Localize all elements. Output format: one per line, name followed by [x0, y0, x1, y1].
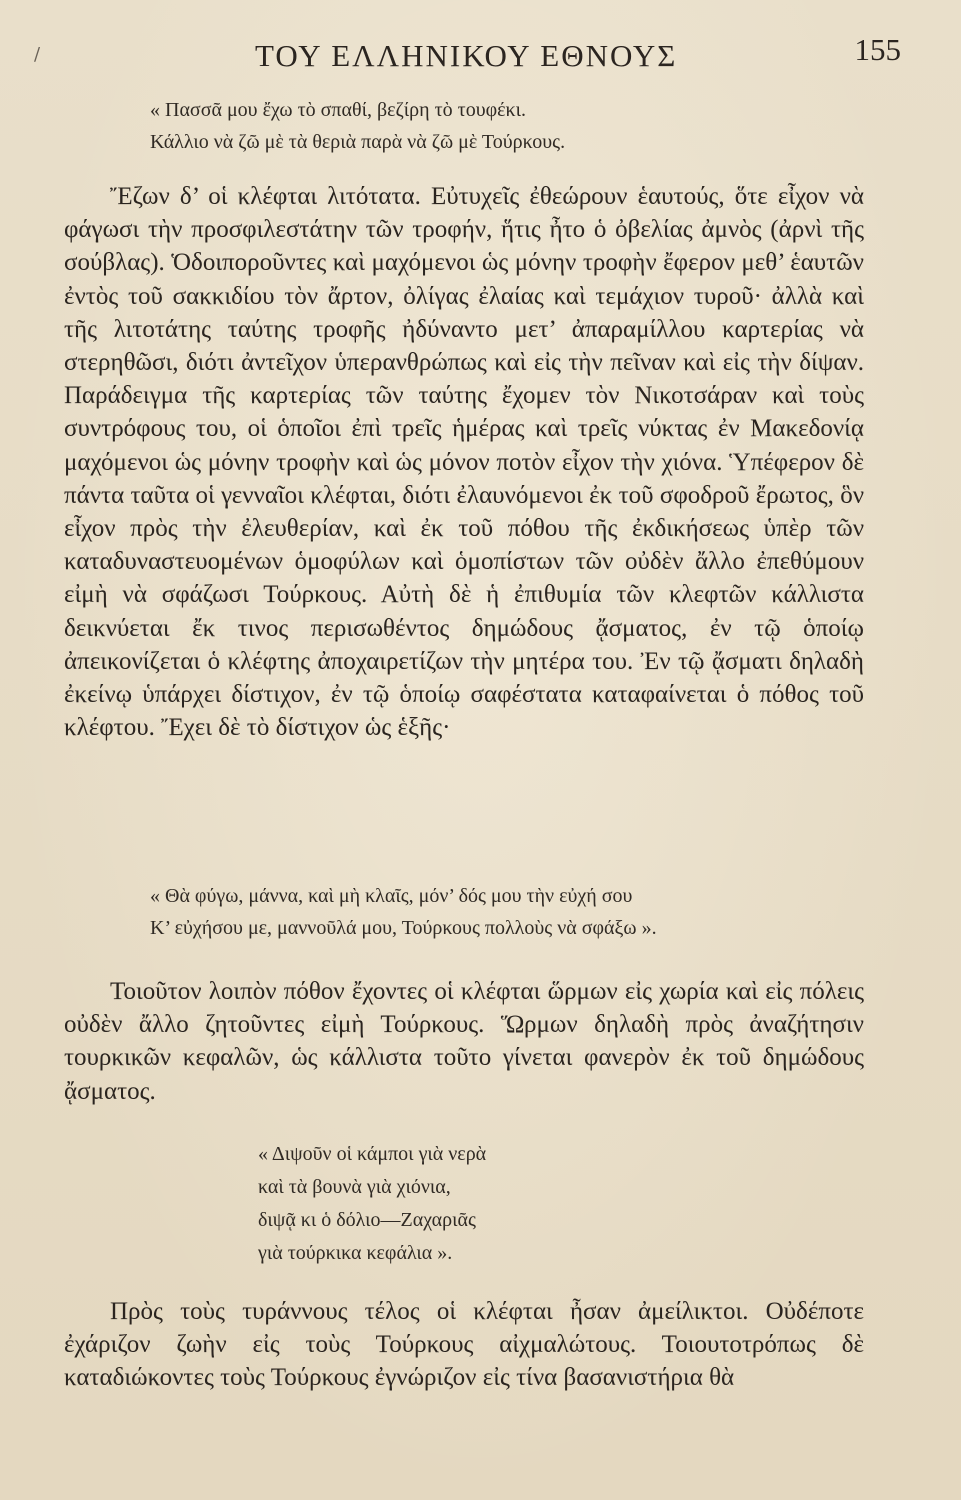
body-paragraph-2: Τοιοῦτον λοιπὸν πόθον ἔχοντες οἱ κλέφται ὥρμων εἰς χωρία καὶ εἰς πόλεις οὐδὲν ἄλλο ζητοῦντες εἰμὴ Τούρκους. Ὥρμων δηλαδὴ πρὸς ἀναζήτησιν τουρκικῶν κεφαλῶν, ὡς κάλλιστα τοῦτο γίνεται φανερὸν ἐκ τοῦ δημώδους ᾄσματος.: [64, 978, 864, 1105]
verse-line: γιὰ τούρκικα κεφάλια ».: [258, 1242, 453, 1264]
running-title: ΤΟΥ ΕΛΛΗΝΙΚΟΥ ΕΘΝΟΥΣ: [255, 38, 678, 73]
verse-quote-3: [258, 1138, 486, 1270]
verse-line: Κ’ εὐχήσου με, μαννοῦλά μου, Τούρκους πολλοὺς νὰ σφάξω ».: [150, 917, 657, 939]
verse-line: « Πασσᾶ μου ἔχω τὸ σπαθί, βεζίρη τὸ τουφέκι.: [150, 99, 526, 121]
verse-line: διψᾷ κι ὁ δόλιο—Ζαχαριᾶς: [258, 1209, 476, 1231]
page-number: 155: [854, 32, 901, 67]
verse-line: « Θὰ φύγω, μάννα, καὶ μὴ κλαῖς, μόν’ δός μου τὴν εὐχή σου: [150, 885, 633, 907]
verse-quote-1: [150, 94, 565, 158]
verse-line: καὶ τὰ βουνὰ γιὰ χιόνια,: [258, 1176, 451, 1198]
corner-mark: /: [34, 44, 41, 65]
verse-line: Κάλλιο νὰ ζῶ μὲ τὰ θεριὰ παρὰ νὰ ζῶ μὲ Τούρκους.: [150, 131, 566, 153]
verse-line: « Διψοῦν οἱ κάμποι γιὰ νερὰ: [258, 1143, 487, 1165]
running-head: [80, 28, 901, 78]
verse-quote-2: [150, 880, 657, 944]
body-paragraph-3: Πρὸς τοὺς τυράννους τέλος οἱ κλέφται ἦσαν ἀμείλικτοι. Οὐδέποτε ἐχάριζον ζωὴν εἰς τοὺς Τούρκους αἰχμαλώτους. Τοιουτοτρόπως δὲ καταδιώκοντες τοὺς Τούρκους ἐγνώριζον εἰς τίνα βασανιστήρια θὰ: [64, 1298, 864, 1392]
body-paragraph-1: Ἔζων δ’ οἱ κλέφται λιτότατα. Εὐτυχεῖς ἐθεώρουν ἑαυτούς, ὅτε εἶχον νὰ φάγωσι τὴν προσφιλεστάτην τῶν τροφήν, ἥτις ἦτο ὁ ὀβελίας ἀμνὸς (ἀρνὶ τῆς σούβλας). Ὁδοιποροῦντες καὶ μαχόμενοι ὡς μόνην τροφὴν ἔφερον μεθ’ ἑαυτῶν ἐντὸς τοῦ σακκιδίου τὸν ἄρτον, ὀλίγας ἐλαίας καὶ τεμάχιον τυροῦ· ἀλλὰ καὶ τῆς λιτοτάτης ταύτης τροφῆς ἠδύναντο μετ’ ἀπαραμίλλου καρτερίας νὰ στερηθῶσι, διότι ἀντεῖχον ὑπερανθρώπως καὶ εἰς τὴν πεῖναν καὶ εἰς τὴν δίψαν. Παράδειγμα τῆς καρτερίας τῶν ταύτης ἔχομεν τὸν Νικοτσάραν καὶ τοὺς συντρόφους του, οἱ ὁποῖοι ἐπὶ τρεῖς ἡμέρας καὶ τρεῖς νύκτας ἐν Μακεδονίᾳ μαχόμενοι ὡς μόνην τροφὴν καὶ ὡς μόνον ποτὸν εἶχον τὴν χιόνα. Ὑπέφερον δὲ πάντα ταῦτα οἱ γενναῖοι κλέφται, διότι ἐλαυνόμενοι ἐκ τοῦ σφοδροῦ ἔρωτος, ὃν εἶχον πρὸς τὴν ἐλευθερίαν, καὶ ἐκ τοῦ πόθου τῆς ἐκδικήσεως ὑπὲρ τῶν καταδυναστευομένων ὁμοφύλων καὶ ὁμοπίστων τῶν οὐδὲν ἄλλο ἐπεθύμουν εἰμὴ νὰ σφάζωσι Τούρκους. Αὐτὴ δὲ ἡ ἐπιθυμία τῶν κλεφτῶν κάλλιστα δεικνύεται ἔκ τινος περισωθέντος δημώδους ᾄσματος, ἐν τῷ ὁποίῳ ἀπεικονίζεται ὁ κλέφτης ἀποχαιρετίζων τὴν μητέρα του. Ἐν τῷ ᾄσματι δηλαδὴ ἐκείνῳ ὑπάρχει δίστιχον, ἐν τῷ ὁποίῳ σαφέστατα καταφαίνεται ὁ πόθος τοῦ κλέφτου. Ἔχει δὲ τὸ δίστιχον ὡς ἑξῆς·: [64, 183, 864, 742]
